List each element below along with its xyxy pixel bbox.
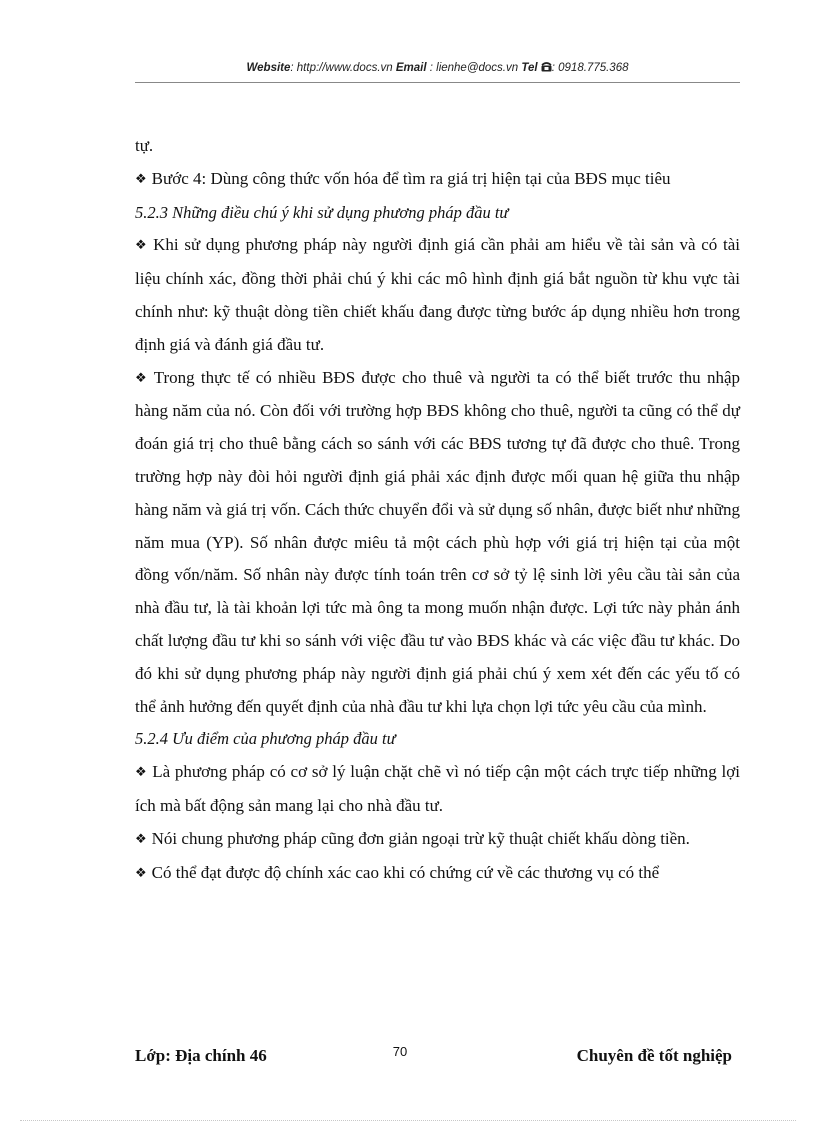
diamond-bullet-icon: ❖ bbox=[135, 864, 147, 880]
header-divider bbox=[135, 82, 740, 83]
email-value: : lienhe@docs.vn bbox=[429, 62, 519, 74]
body-paragraph bbox=[135, 130, 740, 163]
body-paragraph bbox=[135, 756, 740, 823]
section-heading-text: 5.2.4 Ưu điểm của phương pháp đầu tư bbox=[135, 729, 396, 749]
body-paragraph bbox=[135, 229, 740, 361]
website-label: Website bbox=[246, 62, 291, 74]
body-paragraph bbox=[135, 163, 740, 197]
page-number: 70 bbox=[392, 1044, 408, 1059]
document-body bbox=[135, 130, 740, 890]
paragraph-text: Là phương pháp có cơ sở lý luận chặt chẽ vì nó tiếp cận một cách trực tiếp những lợi ích mà bất động sản mang lại cho nhà đầu tư. bbox=[135, 762, 740, 815]
body-paragraph bbox=[135, 857, 740, 891]
paragraph-text: Trong thực tế có nhiều BĐS được cho thuê và người ta có thể biết trước thu nhập hàng năm của nó. Còn đối với trường hợp BĐS không cho thuê, người ta cũng có thể dự đoán giá trị cho thuê bằng cách so sánh với các BĐS tương tự đã được cho thuê. Trong trường hợp này đòi hỏi người định giá phải xác định được mối quan hệ giữa thu nhập hàng năm và giá trị vốn. Cách thức chuyển đổi và sử dụng số nhân, được biết như những năm mua (YP). Số nhân được miêu tả một cách phù hợp với giá trị hiện tại của một đồng vốn/năm. Số nhân này được tính toán trên cơ sở tỷ lệ sinh lời yêu cầu tài sản của nhà đầu tư, là tài khoản lợi tức mà ông ta mong muốn nhận được. Lợi tức này phản ánh chất lượng đầu tư khi so sánh với việc đầu tư vào BĐS khác và các việc đầu tư khác. Do đó khi sử dụng phương pháp này người định giá phải chú ý xem xét đến các yếu tố có thể ảnh hưởng đến quyết định của nhà đầu tư khi lựa chọn lợi tức yêu cầu của mình. bbox=[135, 367, 740, 716]
body-paragraph bbox=[135, 823, 740, 857]
email-label: Email bbox=[395, 62, 427, 74]
phone-icon bbox=[541, 62, 552, 72]
paragraph-text: tự. bbox=[135, 136, 154, 155]
section-heading-text: 5.2.3 Những điều chú ý khi sử dụng phương pháp đầu tư bbox=[135, 202, 509, 222]
tel-label: Tel bbox=[521, 62, 538, 74]
section-heading bbox=[135, 197, 740, 230]
paragraph-text: Nói chung phương pháp cũng đơn giản ngoại trừ kỹ thuật chiết khấu dòng tiền. bbox=[151, 828, 690, 848]
diamond-bullet-icon: ❖ bbox=[135, 830, 147, 846]
body-paragraph bbox=[135, 362, 740, 724]
footer-document-type: Chuyên đề tốt nghiệp bbox=[576, 1046, 732, 1065]
diamond-bullet-icon: ❖ bbox=[135, 237, 149, 253]
paragraph-text: Bước 4: Dùng công thức vốn hóa để tìm ra giá trị hiện tại của BĐS mục tiêu bbox=[151, 168, 671, 188]
website-value: : http://www.docs.vn bbox=[290, 62, 393, 74]
section-heading bbox=[135, 723, 740, 756]
tel-value: : 0918.775.368 bbox=[551, 62, 629, 74]
diamond-bullet-icon: ❖ bbox=[135, 369, 149, 385]
footer-class-label: Lớp: Địa chính 46 bbox=[135, 1046, 267, 1065]
paragraph-text: Khi sử dụng phương pháp này người định giá cần phải am hiểu về tài sản và có tài liệu chính xác, đồng thời phải chú ý khi các mô hình định giá bắt nguồn từ khu vực tài chính như: kỹ thuật dòng tiền chiết khấu đang được từng bước áp dụng nhiều hơn trong định giá và đánh giá đầu tư. bbox=[135, 235, 740, 354]
diamond-bullet-icon: ❖ bbox=[135, 170, 147, 186]
paragraph-text: Có thể đạt được độ chính xác cao khi có chứng cứ về các thương vụ có thể bbox=[151, 862, 660, 882]
page-bottom-edge bbox=[20, 1120, 796, 1121]
page-header bbox=[135, 62, 740, 74]
diamond-bullet-icon: ❖ bbox=[135, 764, 148, 780]
